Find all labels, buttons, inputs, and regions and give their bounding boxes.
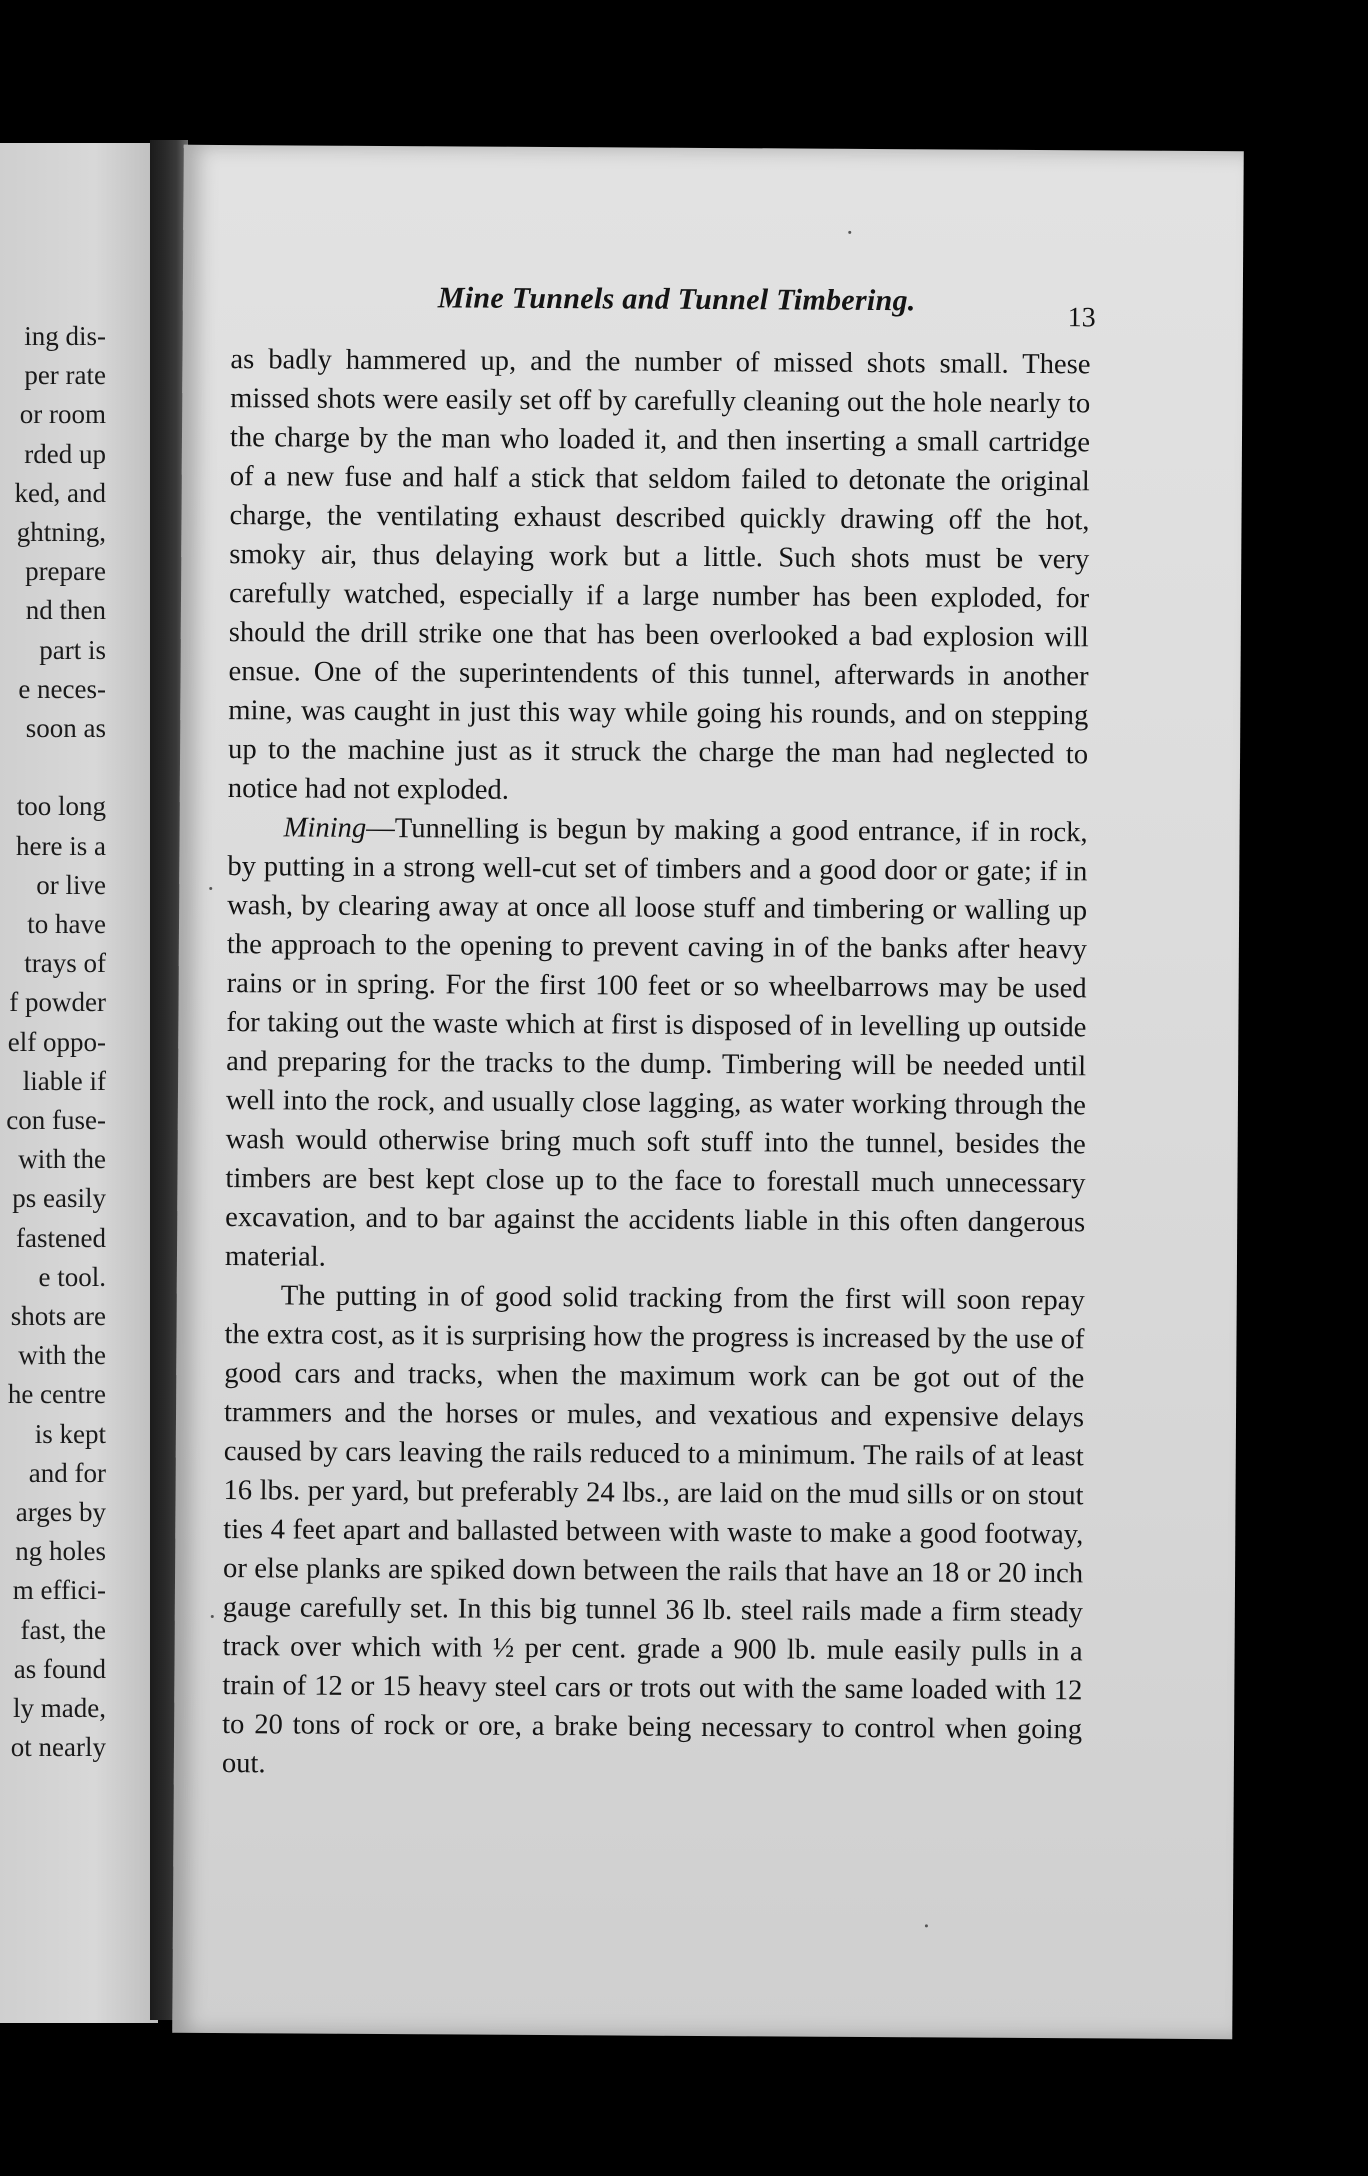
left-page-line: ing dis- — [24, 321, 106, 351]
left-page-line: here is a — [16, 830, 106, 861]
left-page-line: f powder — [9, 987, 106, 1018]
left-page-line: prepare — [25, 556, 106, 587]
print-speck — [211, 1615, 214, 1618]
left-page-line: e tool. — [38, 1261, 106, 1292]
left-page-line: too long — [16, 791, 106, 822]
left-page-line: e neces- — [18, 673, 106, 704]
print-speck — [209, 887, 212, 890]
left-page-line: or live — [36, 869, 106, 900]
paragraph-2 — [225, 808, 1088, 1281]
left-page-line: ghtning, — [16, 517, 106, 547]
paragraph-2-text: —Tunnelling is begun by making a good entrance, if in rock, by putting in a strong well-cut set of timbers and a good door or gate; if in wash, by clearing away at once all loose stuff and timbering or walling up the approach to the opening to prevent caving in of the banks after heavy rains or in spring. For the first 100 feet or so wheelbarrows may be used for taking out the waste which at first is disposed of in levelling up outside and preparing for the tracks to the dump. Timbering will be needed until well into the rock, and usually close lagging, as water working through the wash would otherwise bring much soft stuff into the tunnel, besides the timbers are best kept close up to the face to forestall much unnecessary excavation, and to bar against the accidents liable in this often dangerous material. — [224, 812, 1088, 1273]
left-page-line: arges by — [15, 1497, 106, 1527]
left-page-line: with the — [18, 1340, 106, 1371]
print-speck — [848, 231, 851, 234]
running-head: Mine Tunnels and Tunnel Timbering. — [437, 281, 916, 318]
left-page-line: fast, the — [20, 1614, 106, 1645]
left-page-line: soon as — [25, 713, 106, 743]
page-number: 13 — [1067, 302, 1096, 334]
left-page-line: or room — [19, 399, 106, 430]
left-page-line: ot nearly — [10, 1732, 106, 1763]
left-page-line: elf oppo- — [7, 1026, 106, 1057]
print-speck — [925, 1924, 928, 1927]
left-page-line: trays of — [24, 948, 106, 979]
left-page-line: ly made, — [13, 1693, 106, 1723]
left-page-line: per rate — [24, 360, 106, 391]
left-page-line: nd then — [25, 595, 106, 626]
left-page-line: liable if — [22, 1065, 106, 1096]
left-page-line: shots are — [10, 1301, 106, 1331]
left-page-line: ps easily — [12, 1183, 106, 1214]
page-body — [222, 340, 1091, 1788]
left-page-line: he centre — [7, 1379, 106, 1410]
paragraph-3-text: The putting in of good solid tracking from the first will soon repay the extra cost, as it is surprising how the progress is increased by the use of good cars and tracks, when the maximum work can be got out of the trammers and the horses or mules, and vexatious and expensive delays caused by cars leaving the rails reduced to a minimum. The rails of at least 16 lbs. per yard, but preferably 24 lbs., are laid on the mud sills or on stout ties 4 feet apart and ballasted between with waste to make a good footway, or else planks are spiked down between the rails that have an 18 or 20 inch gauge carefully set. In this big tunnel 36 lb. steel rails made a firm steady track over which with ½ per cent. grade a 900 lb. mule easily pulls in a train of 12 or 15 heavy steel cars or trots out with the same loaded with 12 to 20 tons of rock or ore, a brake being necessary to control when going out. — [221, 1280, 1085, 1780]
left-page-line: fastened — [16, 1222, 106, 1253]
previous-page-fragment — [0, 143, 158, 2023]
book-page — [172, 145, 1244, 2039]
left-page-line: rded up — [24, 438, 106, 469]
left-page-line: ng holes — [15, 1536, 106, 1567]
left-page-line: is kept — [34, 1418, 106, 1449]
left-page-line: to have — [27, 909, 106, 939]
left-page-line: with the — [18, 1144, 106, 1175]
left-page-line: ked, and — [14, 477, 106, 508]
paragraph-1-text: as badly hammered up, and the number of missed shots small. These missed shots were easily set off by carefully cleaning out the hole nearly to the charge by the man who loaded it, and then inserting a small cartridge of a new fuse and half a stick that seldom failed to detonate the original charge, the ventilating exhaust described quickly drawing off the hot, smoky air, thus delaying work but a little. Such shots must be very carefully watched, especially if a large number has been exploded, for should the drill strike one that has been overlooked a bad explosion will ensue. One of the superintendents of this tunnel, afterwards in another mine, was caught in just this way while going his rounds, and on stepping up to the machine just as it struck the charge the man had neglected to notice had not exploded. — [227, 344, 1091, 806]
paragraph-3 — [222, 1276, 1085, 1788]
left-page-line: and for — [28, 1457, 106, 1488]
left-page-line: as found — [13, 1653, 106, 1684]
left-page-line: part is — [39, 634, 106, 665]
paragraph-1 — [228, 340, 1091, 813]
left-page-line: m effici- — [12, 1575, 106, 1606]
section-lead-mining: Mining — [283, 812, 367, 844]
left-page-line: con fuse- — [6, 1105, 106, 1135]
